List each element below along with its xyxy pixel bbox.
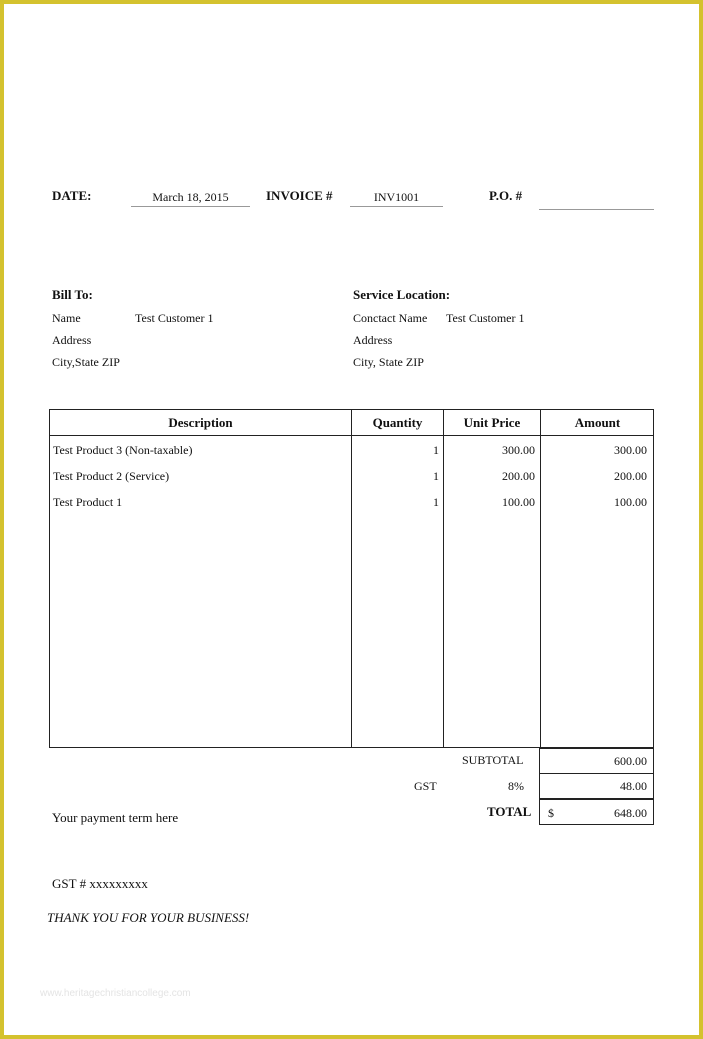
row-quantity: 1 bbox=[433, 495, 439, 509]
service-location-title: Service Location: bbox=[353, 287, 451, 302]
table-header bbox=[50, 410, 653, 436]
payment-term: Your payment term here bbox=[52, 810, 179, 825]
column-header-unit-price: Unit Price bbox=[463, 415, 521, 430]
row-amount: 100.00 bbox=[614, 495, 647, 509]
row-description: Test Product 3 (Non-taxable) bbox=[53, 443, 193, 457]
po-value bbox=[539, 191, 654, 210]
service-contact-value: Test Customer 1 bbox=[446, 311, 525, 325]
gst-label: GST bbox=[414, 779, 437, 793]
service-address-label: Address bbox=[353, 333, 393, 347]
service-contact-label: Conctact Name bbox=[353, 311, 428, 325]
row-description: Test Product 2 (Service) bbox=[53, 469, 170, 483]
gst-value: 48.00 bbox=[620, 779, 647, 793]
column-divider bbox=[443, 410, 444, 747]
invoice-label: INVOICE # bbox=[266, 188, 333, 203]
currency-symbol: $ bbox=[548, 806, 554, 820]
bill-to-title: Bill To: bbox=[52, 287, 93, 302]
row-quantity: 1 bbox=[433, 469, 439, 483]
bill-to-city-label: City,State ZIP bbox=[52, 355, 120, 369]
invoice-value: INV1001 bbox=[350, 188, 443, 207]
subtotal-box bbox=[539, 748, 654, 774]
subtotal-label: SUBTOTAL bbox=[462, 753, 524, 767]
column-header-description: Description bbox=[168, 415, 233, 430]
column-header-amount: Amount bbox=[574, 415, 621, 430]
row-quantity: 1 bbox=[433, 443, 439, 457]
gst-number: GST # xxxxxxxxx bbox=[52, 876, 148, 891]
total-box bbox=[539, 799, 654, 825]
row-amount: 200.00 bbox=[614, 469, 647, 483]
items-table bbox=[49, 409, 654, 748]
column-header-quantity: Quantity bbox=[372, 415, 423, 430]
row-description: Test Product 1 bbox=[53, 495, 123, 509]
total-label: TOTAL bbox=[487, 804, 532, 819]
po-label: P.O. # bbox=[489, 188, 523, 203]
subtotal-value: 600.00 bbox=[614, 754, 647, 768]
bill-to-name-label: Name bbox=[52, 311, 81, 325]
watermark: www.heritagechristiancollege.com bbox=[40, 988, 191, 999]
date-label: DATE: bbox=[52, 188, 92, 203]
gst-box bbox=[539, 773, 654, 799]
column-divider bbox=[351, 410, 352, 747]
row-unit-price: 300.00 bbox=[502, 443, 535, 457]
row-amount: 300.00 bbox=[614, 443, 647, 457]
row-unit-price: 100.00 bbox=[502, 495, 535, 509]
gst-rate: 8% bbox=[508, 779, 524, 793]
bill-to-name-value: Test Customer 1 bbox=[135, 311, 214, 325]
date-value: March 18, 2015 bbox=[131, 188, 250, 207]
column-divider bbox=[540, 410, 541, 747]
row-unit-price: 200.00 bbox=[502, 469, 535, 483]
bill-to-address-label: Address bbox=[52, 333, 92, 347]
thank-you-note: THANK YOU FOR YOUR BUSINESS! bbox=[47, 910, 250, 925]
service-city-label: City, State ZIP bbox=[353, 355, 424, 369]
total-value: 648.00 bbox=[614, 806, 647, 820]
